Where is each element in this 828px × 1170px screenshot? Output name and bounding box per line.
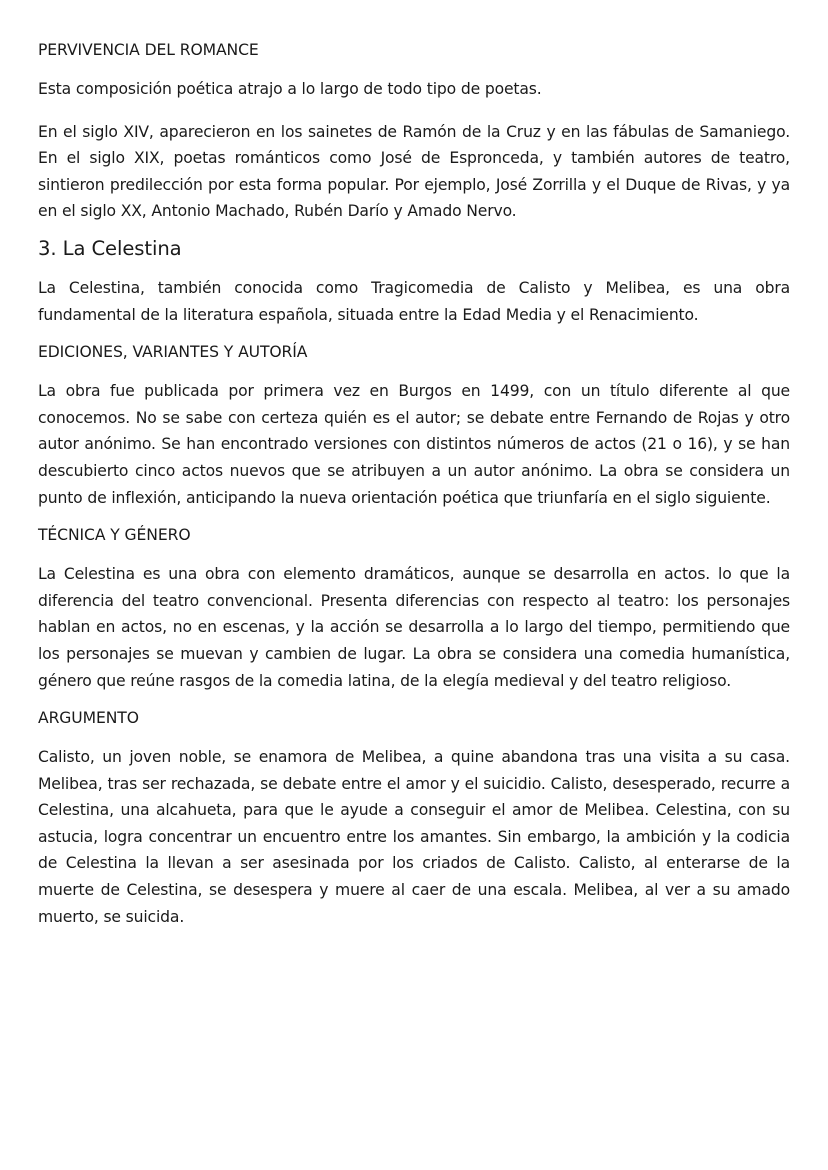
section-title-tecnica: TÉCNICA Y GÉNERO — [38, 526, 191, 545]
section-title-ediciones: EDICIONES, VARIANTES Y AUTORÍA — [38, 343, 308, 362]
section-title-pervivencia: PERVIVENCIA DEL ROMANCE — [38, 41, 259, 59]
section-title-argumento: ARGUMENTO — [38, 709, 139, 728]
paragraph-pervivencia-body: En el siglo XIV, aparecieron en los sainetes de Ramón de la Cruz y en las fábulas de Samaniego. En el siglo XIX, poetas románticos como José de Espronceda, y también autores de teatro, sintieron predilección por esta forma popular. Por ejemplo, José Zorrilla y el Duque de Rivas, y ya en el siglo XX, Antonio Machado, Rubén Darío y Amado Nervo. — [38, 122, 790, 221]
heading-la-celestina: 3. La Celestina — [38, 236, 182, 260]
paragraph-pervivencia-intro: Esta composición poética atrajo a lo largo de todo tipo de poetas. — [38, 80, 542, 98]
paragraph-celestina-intro: La Celestina, también conocida como Tragicomedia de Calisto y Melibea, es una obra fundamental de la literatura española, situada entre la Edad Media y el Renacimiento. — [38, 278, 790, 324]
paragraph-tecnica: La Celestina es una obra con elemento dramáticos, aunque se desarrolla en actos. lo que la diferencia del teatro convencional. Presenta diferencias con respecto al teatro: los personajes hablan en actos, no en escenas, y la acción se desarrolla a lo largo del tiempo, permitiendo que los personajes se muevan y cambien de lugar. La obra se considera una comedia humanística, género que reúne rasgos de la comedia latina, de la elegía medieval y del teatro religioso. — [38, 565, 790, 690]
document-page — [38, 38, 790, 930]
paragraph-argumento: Calisto, un joven noble, se enamora de Melibea, a quine abandona tras una visita a su casa. Melibea, tras ser rechazada, se debate entre el amor y el suicidio. Calisto, desesperado, recurre a Celestina, una alcahueta, para que le ayude a conseguir el amor de Melibea. Celestina, con su astucia, logra concentrar un encuentro entre los amantes. Sin embargo, la ambición y la codicia de Celestina la llevan a ser asesinada por los criados de Calisto. Calisto, al enterarse de la muerte de Celestina, se desespera y muere al caer de una escala. Melibea, al ver a su amado muerto, se suicida. — [38, 748, 790, 926]
paragraph-ediciones: La obra fue publicada por primera vez en Burgos en 1499, con un título diferente al que conocemos. No se sabe con certeza quién es el autor; se debate entre Fernando de Rojas y otro autor anónimo. Se han encontrado versiones con distintos números de actos (21 o 16), y se han descubierto cinco actos nuevos que se atribuyen a un autor anónimo. La obra se considera un punto de inflexión, anticipando la nueva orientación poética que triunfaría en el siglo siguiente. — [38, 382, 790, 507]
